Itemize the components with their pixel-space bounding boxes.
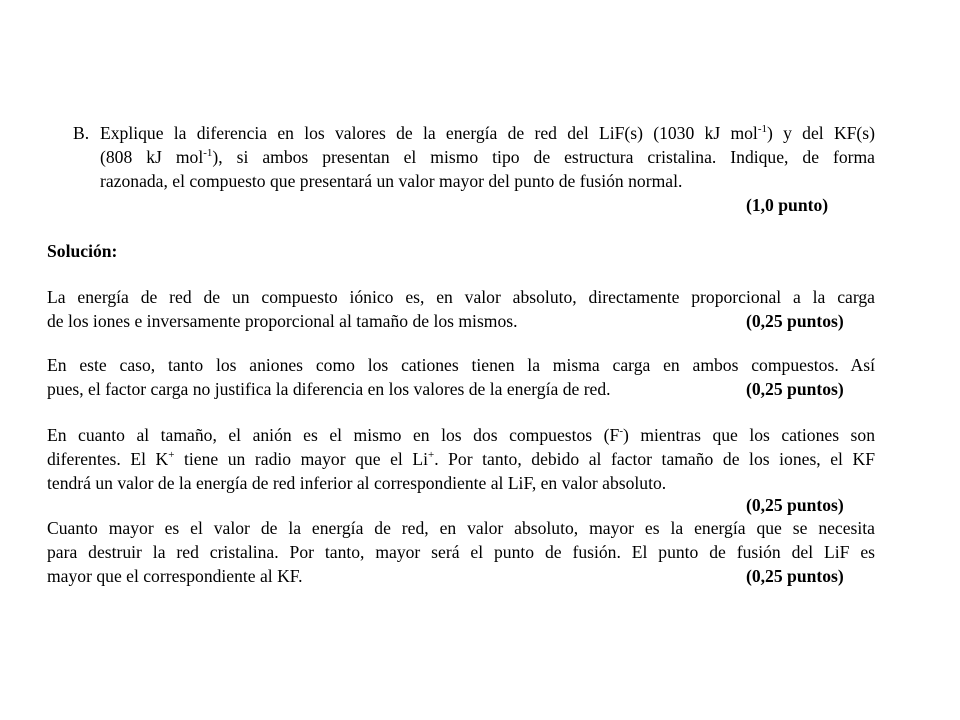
question-line-1: Explique la diferencia en los valores de la energía de red del LiF(s) (1030 kJ mol$^{-1}$) y del KF(s)	[100, 123, 875, 143]
solution-heading: Solución:	[47, 241, 118, 261]
paragraph-2-line-2: pues, el factor carga no justifica la diferencia en los valores de la energía de red.	[47, 379, 611, 399]
question-line-3: razonada, el compuesto que presentará un valor mayor del punto de fusión normal.	[100, 171, 683, 191]
question-line-2: (808 kJ mol$^{-1}$), si ambos presentan el mismo tipo de estructura cristalina. Indique, de forma	[100, 147, 875, 167]
paragraph-4-line-2: para destruir la red cristalina. Por tanto, mayor será el punto de fusión. El punto de fusión del LiF es	[47, 542, 875, 562]
paragraph-2-points: (0,25 puntos)	[746, 379, 844, 399]
paragraph-1-points: (0,25 puntos)	[746, 311, 844, 331]
paragraph-1-line-1: La energía de red de un compuesto iónico es, en valor absoluto, directamente proporcional a la carga	[47, 287, 875, 307]
paragraph-3-line-1: En cuanto al tamaño, el anión es el mismo en los dos compuestos (F-) mientras que los cationes son	[47, 425, 875, 445]
paragraph-2-line-1: En este caso, tanto los aniones como los cationes tienen la misma carga en ambos compuestos. Así	[47, 355, 875, 375]
paragraph-3-points: (0,25 puntos)	[746, 495, 844, 515]
paragraph-4-points: (0,25 puntos)	[746, 566, 844, 586]
paragraph-3-line-2: diferentes. El K+ tiene un radio mayor que el Li+. Por tanto, debido al factor tamaño de los iones, el KF	[47, 449, 875, 469]
paragraph-3-line-3: tendrá un valor de la energía de red inferior al correspondiente al LiF, en valor absoluto.	[47, 473, 667, 493]
paragraph-1-line-2: de los iones e inversamente proporcional al tamaño de los mismos.	[47, 311, 518, 331]
question-label: B.	[73, 123, 90, 143]
paragraph-4-line-3: mayor que el correspondiente al KF.	[47, 566, 303, 586]
paragraph-4-line-1: Cuanto mayor es el valor de la energía de red, en valor absoluto, mayor es la energía que se necesita	[47, 518, 875, 538]
question-points: (1,0 punto)	[746, 195, 829, 215]
